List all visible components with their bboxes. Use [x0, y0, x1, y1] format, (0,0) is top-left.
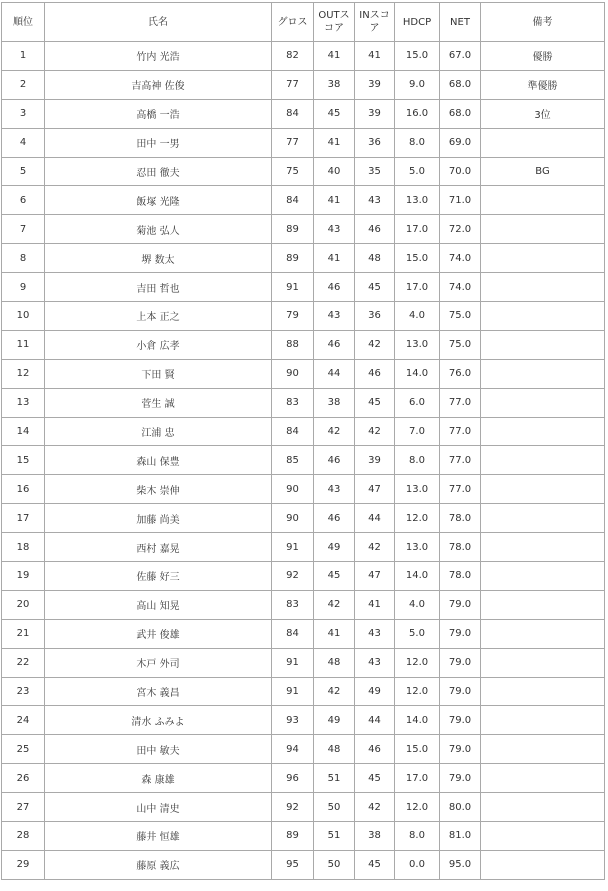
- cell-net: 79.0: [440, 590, 481, 619]
- cell-hdcp: 12.0: [395, 677, 440, 706]
- table-row: [2, 99, 605, 128]
- cell-in-score: 45: [355, 273, 395, 302]
- cell-name: 森山 保豊: [45, 446, 272, 475]
- cell-note: [481, 446, 605, 475]
- cell-name: 高橋 一浩: [45, 99, 272, 128]
- cell-out-score: 50: [314, 850, 355, 879]
- cell-net: 79.0: [440, 648, 481, 677]
- cell-note: 準優勝: [481, 70, 605, 99]
- cell-name: 高山 知晃: [45, 590, 272, 619]
- cell-net: 68.0: [440, 99, 481, 128]
- cell-out-score: 46: [314, 504, 355, 533]
- table-row: [2, 244, 605, 273]
- cell-net: 79.0: [440, 735, 481, 764]
- cell-net: 79.0: [440, 619, 481, 648]
- cell-hdcp: 6.0: [395, 388, 440, 417]
- cell-gross: 83: [272, 590, 314, 619]
- cell-note: [481, 648, 605, 677]
- cell-hdcp: 13.0: [395, 186, 440, 215]
- cell-hdcp: 12.0: [395, 648, 440, 677]
- cell-rank: 2: [2, 70, 45, 99]
- cell-note: [481, 677, 605, 706]
- cell-hdcp: 16.0: [395, 99, 440, 128]
- cell-net: 74.0: [440, 273, 481, 302]
- cell-rank: 28: [2, 822, 45, 851]
- cell-rank: 21: [2, 619, 45, 648]
- cell-gross: 84: [272, 186, 314, 215]
- cell-in-score: 42: [355, 793, 395, 822]
- table-row: [2, 504, 605, 533]
- cell-name: 飯塚 光隆: [45, 186, 272, 215]
- cell-hdcp: 8.0: [395, 128, 440, 157]
- cell-name: 佐藤 好三: [45, 562, 272, 591]
- cell-in-score: 49: [355, 677, 395, 706]
- cell-hdcp: 17.0: [395, 764, 440, 793]
- cell-hdcp: 14.0: [395, 359, 440, 388]
- table-row: [2, 735, 605, 764]
- cell-hdcp: 13.0: [395, 475, 440, 504]
- cell-name: 竹内 光浩: [45, 42, 272, 71]
- cell-note: [481, 822, 605, 851]
- cell-hdcp: 5.0: [395, 619, 440, 648]
- table-row: [2, 822, 605, 851]
- header-net: NET: [440, 3, 481, 42]
- cell-in-score: 44: [355, 706, 395, 735]
- cell-hdcp: 4.0: [395, 590, 440, 619]
- cell-note: [481, 330, 605, 359]
- table-row: [2, 388, 605, 417]
- cell-rank: 16: [2, 475, 45, 504]
- cell-rank: 17: [2, 504, 45, 533]
- cell-gross: 95: [272, 850, 314, 879]
- cell-rank: 26: [2, 764, 45, 793]
- cell-gross: 91: [272, 273, 314, 302]
- cell-in-score: 36: [355, 302, 395, 331]
- cell-in-score: 42: [355, 417, 395, 446]
- table-row: [2, 186, 605, 215]
- cell-name: 小倉 広孝: [45, 330, 272, 359]
- table-row: [2, 359, 605, 388]
- header-hdcp: HDCP: [395, 3, 440, 42]
- cell-note: [481, 764, 605, 793]
- cell-hdcp: 12.0: [395, 504, 440, 533]
- cell-hdcp: 13.0: [395, 533, 440, 562]
- cell-name: 宮木 義昌: [45, 677, 272, 706]
- cell-name: 忍田 徹夫: [45, 157, 272, 186]
- cell-rank: 18: [2, 533, 45, 562]
- cell-in-score: 42: [355, 330, 395, 359]
- cell-net: 81.0: [440, 822, 481, 851]
- cell-note: [481, 619, 605, 648]
- cell-rank: 24: [2, 706, 45, 735]
- cell-in-score: 44: [355, 504, 395, 533]
- table-row: [2, 128, 605, 157]
- cell-net: 77.0: [440, 475, 481, 504]
- cell-rank: 4: [2, 128, 45, 157]
- cell-in-score: 47: [355, 562, 395, 591]
- cell-net: 75.0: [440, 330, 481, 359]
- cell-rank: 14: [2, 417, 45, 446]
- cell-out-score: 51: [314, 764, 355, 793]
- cell-name: 田中 一男: [45, 128, 272, 157]
- cell-in-score: 38: [355, 822, 395, 851]
- cell-hdcp: 15.0: [395, 244, 440, 273]
- cell-in-score: 39: [355, 99, 395, 128]
- cell-gross: 88: [272, 330, 314, 359]
- cell-net: 75.0: [440, 302, 481, 331]
- cell-rank: 9: [2, 273, 45, 302]
- cell-gross: 84: [272, 99, 314, 128]
- cell-in-score: 43: [355, 186, 395, 215]
- cell-out-score: 43: [314, 302, 355, 331]
- cell-hdcp: 15.0: [395, 42, 440, 71]
- cell-rank: 13: [2, 388, 45, 417]
- cell-rank: 15: [2, 446, 45, 475]
- cell-note: [481, 504, 605, 533]
- cell-gross: 77: [272, 128, 314, 157]
- cell-gross: 91: [272, 677, 314, 706]
- cell-note: [481, 735, 605, 764]
- cell-name: 藤井 恒雄: [45, 822, 272, 851]
- cell-out-score: 41: [314, 619, 355, 648]
- cell-name: 山中 清史: [45, 793, 272, 822]
- table-row: [2, 330, 605, 359]
- header-row: [2, 3, 605, 42]
- cell-out-score: 40: [314, 157, 355, 186]
- cell-note: [481, 302, 605, 331]
- cell-note: [481, 215, 605, 244]
- cell-note: [481, 388, 605, 417]
- cell-out-score: 45: [314, 562, 355, 591]
- cell-note: [481, 533, 605, 562]
- cell-name: 木戸 外司: [45, 648, 272, 677]
- table-row: [2, 533, 605, 562]
- cell-out-score: 45: [314, 99, 355, 128]
- cell-gross: 85: [272, 446, 314, 475]
- table-row: [2, 302, 605, 331]
- header-in-score: INスコア: [355, 3, 395, 42]
- cell-out-score: 42: [314, 590, 355, 619]
- cell-hdcp: 7.0: [395, 417, 440, 446]
- cell-hdcp: 15.0: [395, 735, 440, 764]
- table-row: [2, 70, 605, 99]
- cell-rank: 3: [2, 99, 45, 128]
- cell-gross: 84: [272, 619, 314, 648]
- table-row: [2, 562, 605, 591]
- cell-hdcp: 8.0: [395, 446, 440, 475]
- cell-name: 上本 正之: [45, 302, 272, 331]
- table-row: [2, 850, 605, 879]
- cell-rank: 11: [2, 330, 45, 359]
- cell-net: 78.0: [440, 504, 481, 533]
- cell-name: 菅生 誠: [45, 388, 272, 417]
- cell-out-score: 44: [314, 359, 355, 388]
- table-row: [2, 273, 605, 302]
- cell-name: 菊池 弘人: [45, 215, 272, 244]
- cell-hdcp: 14.0: [395, 706, 440, 735]
- cell-in-score: 39: [355, 70, 395, 99]
- cell-in-score: 45: [355, 850, 395, 879]
- cell-in-score: 45: [355, 764, 395, 793]
- table-row: [2, 764, 605, 793]
- cell-in-score: 39: [355, 446, 395, 475]
- cell-net: 76.0: [440, 359, 481, 388]
- cell-name: 柴木 崇伸: [45, 475, 272, 504]
- cell-rank: 27: [2, 793, 45, 822]
- cell-in-score: 35: [355, 157, 395, 186]
- cell-rank: 10: [2, 302, 45, 331]
- cell-note: [481, 706, 605, 735]
- cell-in-score: 43: [355, 619, 395, 648]
- cell-in-score: 45: [355, 388, 395, 417]
- cell-gross: 93: [272, 706, 314, 735]
- cell-out-score: 41: [314, 244, 355, 273]
- cell-note: [481, 850, 605, 879]
- header-gross: グロス: [272, 3, 314, 42]
- table-row: [2, 590, 605, 619]
- cell-gross: 82: [272, 42, 314, 71]
- table-row: [2, 619, 605, 648]
- cell-name: 田中 敏夫: [45, 735, 272, 764]
- cell-gross: 91: [272, 533, 314, 562]
- cell-gross: 83: [272, 388, 314, 417]
- cell-rank: 8: [2, 244, 45, 273]
- cell-rank: 5: [2, 157, 45, 186]
- cell-net: 72.0: [440, 215, 481, 244]
- cell-note: [481, 417, 605, 446]
- cell-hdcp: 14.0: [395, 562, 440, 591]
- cell-net: 74.0: [440, 244, 481, 273]
- cell-rank: 22: [2, 648, 45, 677]
- cell-name: 下田 賢: [45, 359, 272, 388]
- cell-name: 清水 ふみよ: [45, 706, 272, 735]
- cell-hdcp: 12.0: [395, 793, 440, 822]
- cell-net: 67.0: [440, 42, 481, 71]
- cell-net: 79.0: [440, 677, 481, 706]
- cell-note: 3位: [481, 99, 605, 128]
- table-row: [2, 157, 605, 186]
- cell-out-score: 48: [314, 648, 355, 677]
- cell-net: 68.0: [440, 70, 481, 99]
- cell-name: 森 康雄: [45, 764, 272, 793]
- cell-note: [481, 562, 605, 591]
- cell-rank: 6: [2, 186, 45, 215]
- table-row: [2, 793, 605, 822]
- cell-hdcp: 4.0: [395, 302, 440, 331]
- cell-hdcp: 9.0: [395, 70, 440, 99]
- cell-in-score: 42: [355, 533, 395, 562]
- header-rank: 順位: [2, 3, 45, 42]
- results-body: [2, 42, 605, 880]
- cell-out-score: 42: [314, 677, 355, 706]
- cell-out-score: 41: [314, 128, 355, 157]
- header-out-score: OUTスコア: [314, 3, 355, 42]
- cell-in-score: 41: [355, 42, 395, 71]
- cell-gross: 89: [272, 822, 314, 851]
- cell-net: 80.0: [440, 793, 481, 822]
- cell-out-score: 38: [314, 388, 355, 417]
- results-table: [1, 2, 605, 880]
- cell-name: 藤原 義広: [45, 850, 272, 879]
- cell-gross: 75: [272, 157, 314, 186]
- cell-note: [481, 273, 605, 302]
- cell-note: [481, 359, 605, 388]
- cell-out-score: 50: [314, 793, 355, 822]
- table-row: [2, 417, 605, 446]
- cell-rank: 20: [2, 590, 45, 619]
- cell-note: [481, 128, 605, 157]
- cell-note: [481, 244, 605, 273]
- header-note: 備考: [481, 3, 605, 42]
- table-row: [2, 706, 605, 735]
- cell-note: [481, 475, 605, 504]
- cell-name: 武井 俊雄: [45, 619, 272, 648]
- cell-net: 70.0: [440, 157, 481, 186]
- cell-in-score: 36: [355, 128, 395, 157]
- cell-in-score: 41: [355, 590, 395, 619]
- cell-note: 優勝: [481, 42, 605, 71]
- header-name: 氏名: [45, 3, 272, 42]
- cell-gross: 89: [272, 244, 314, 273]
- cell-in-score: 43: [355, 648, 395, 677]
- cell-rank: 7: [2, 215, 45, 244]
- cell-net: 77.0: [440, 446, 481, 475]
- cell-note: [481, 186, 605, 215]
- cell-rank: 19: [2, 562, 45, 591]
- table-row: [2, 215, 605, 244]
- cell-gross: 89: [272, 215, 314, 244]
- cell-net: 78.0: [440, 562, 481, 591]
- cell-name: 加藤 尚美: [45, 504, 272, 533]
- cell-gross: 90: [272, 475, 314, 504]
- cell-name: 西村 嘉晃: [45, 533, 272, 562]
- cell-in-score: 46: [355, 215, 395, 244]
- cell-note: BG: [481, 157, 605, 186]
- cell-net: 77.0: [440, 388, 481, 417]
- table-row: [2, 648, 605, 677]
- cell-name: 吉高神 佐俊: [45, 70, 272, 99]
- cell-net: 78.0: [440, 533, 481, 562]
- cell-rank: 23: [2, 677, 45, 706]
- cell-rank: 29: [2, 850, 45, 879]
- cell-net: 69.0: [440, 128, 481, 157]
- cell-out-score: 43: [314, 215, 355, 244]
- cell-gross: 79: [272, 302, 314, 331]
- cell-gross: 90: [272, 504, 314, 533]
- cell-out-score: 46: [314, 330, 355, 359]
- cell-gross: 77: [272, 70, 314, 99]
- cell-net: 79.0: [440, 764, 481, 793]
- cell-hdcp: 0.0: [395, 850, 440, 879]
- cell-net: 79.0: [440, 706, 481, 735]
- cell-name: 堺 数太: [45, 244, 272, 273]
- cell-out-score: 49: [314, 706, 355, 735]
- cell-out-score: 46: [314, 273, 355, 302]
- cell-out-score: 48: [314, 735, 355, 764]
- cell-gross: 92: [272, 562, 314, 591]
- cell-name: 吉田 哲也: [45, 273, 272, 302]
- cell-out-score: 38: [314, 70, 355, 99]
- cell-rank: 12: [2, 359, 45, 388]
- cell-hdcp: 17.0: [395, 273, 440, 302]
- table-row: [2, 42, 605, 71]
- cell-gross: 90: [272, 359, 314, 388]
- cell-note: [481, 793, 605, 822]
- cell-name: 江浦 忠: [45, 417, 272, 446]
- cell-net: 71.0: [440, 186, 481, 215]
- cell-out-score: 51: [314, 822, 355, 851]
- cell-rank: 25: [2, 735, 45, 764]
- cell-in-score: 46: [355, 735, 395, 764]
- cell-note: [481, 590, 605, 619]
- cell-hdcp: 13.0: [395, 330, 440, 359]
- cell-gross: 94: [272, 735, 314, 764]
- cell-gross: 84: [272, 417, 314, 446]
- cell-gross: 92: [272, 793, 314, 822]
- cell-gross: 96: [272, 764, 314, 793]
- cell-gross: 91: [272, 648, 314, 677]
- cell-hdcp: 17.0: [395, 215, 440, 244]
- cell-out-score: 43: [314, 475, 355, 504]
- cell-in-score: 48: [355, 244, 395, 273]
- cell-in-score: 46: [355, 359, 395, 388]
- cell-net: 77.0: [440, 417, 481, 446]
- cell-rank: 1: [2, 42, 45, 71]
- cell-out-score: 49: [314, 533, 355, 562]
- table-row: [2, 475, 605, 504]
- cell-hdcp: 5.0: [395, 157, 440, 186]
- cell-hdcp: 8.0: [395, 822, 440, 851]
- table-row: [2, 677, 605, 706]
- cell-out-score: 41: [314, 186, 355, 215]
- cell-net: 95.0: [440, 850, 481, 879]
- cell-in-score: 47: [355, 475, 395, 504]
- cell-out-score: 46: [314, 446, 355, 475]
- cell-out-score: 41: [314, 42, 355, 71]
- cell-out-score: 42: [314, 417, 355, 446]
- table-row: [2, 446, 605, 475]
